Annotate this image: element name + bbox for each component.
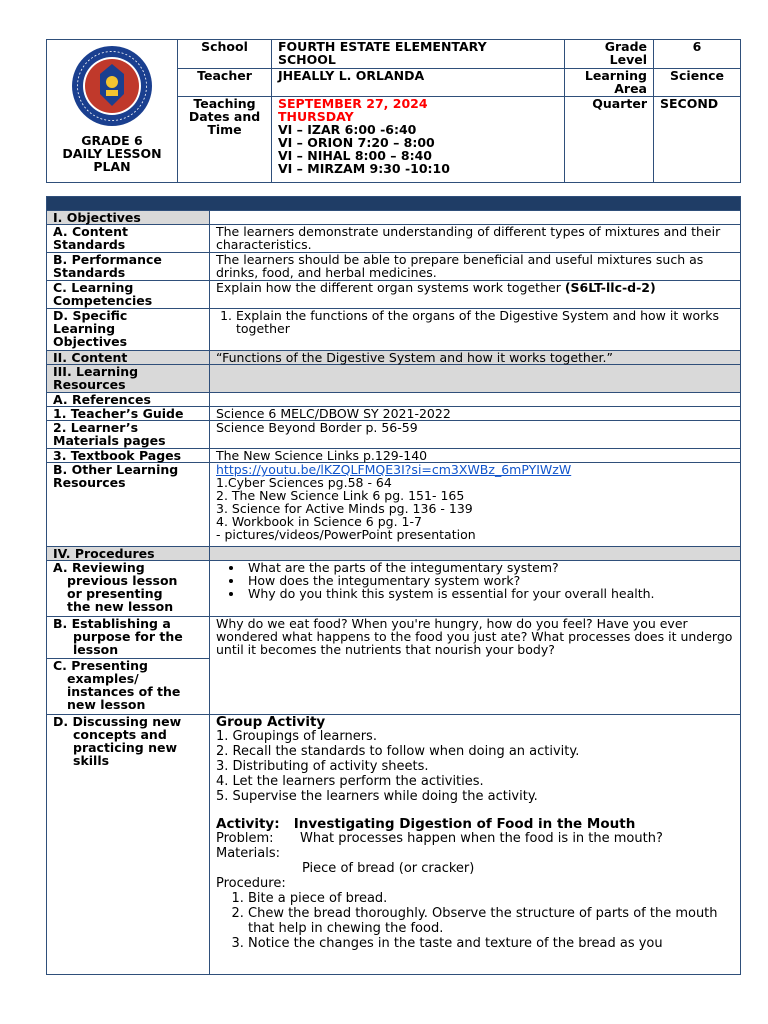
list-item: 2. Recall the standards to follow when doing an activity.: [216, 744, 580, 759]
competencies-text: Explain how the different organ systems work together (S6LT-llc-d-2): [210, 281, 741, 309]
learners-materials-label: 2. Learner’s Materials pages: [47, 421, 210, 449]
reviewing-text: [210, 561, 741, 617]
competencies-label: C. Learning Competencies: [47, 281, 210, 309]
learners-materials-text: Science Beyond Border p. 56-59: [210, 421, 741, 449]
competency-code: (S6LT-llc-d-2): [564, 280, 656, 295]
other-resources-label: B. Other Learning Resources: [47, 463, 210, 547]
section-schedule: VI – ORION 7:20 – 8:00: [278, 135, 435, 150]
references-label: A. References: [47, 393, 210, 407]
grade-label: Grade Level: [565, 40, 654, 69]
reviewing-label: A. Reviewing previous lesson or presenting the new lesson: [47, 561, 210, 617]
grade-value: 6: [654, 40, 741, 69]
references-empty: [210, 393, 741, 407]
specific-objectives-label: D. Specific Learning Objectives: [47, 309, 210, 351]
procedure-steps: [216, 891, 734, 951]
day-line: THURSDAY: [278, 109, 354, 124]
list-item: 1. Bite a piece of bread.: [248, 891, 734, 906]
list-item: 1. Explain the functions of the organs of the Digestive System and how it works together: [236, 309, 734, 335]
presenting-examples-label: C. Presenting examples/ instances of the new lesson: [47, 659, 210, 715]
dates-value: [272, 97, 565, 183]
list-item: 1.Cyber Sciences pg.58 - 64: [216, 475, 392, 490]
procedures-heading: IV. Procedures: [47, 547, 210, 561]
learning-resources-heading: III. Learning Resources: [47, 365, 210, 393]
objectives-empty: [210, 211, 741, 225]
list-item: 3. Science for Active Minds pg. 136 - 139: [216, 501, 473, 516]
teacher-label: Teacher: [178, 69, 272, 97]
content-text: “Functions of the Digestive System and how it works together.”: [210, 351, 741, 365]
plan-title-line2: DAILY LESSON: [62, 146, 162, 161]
area-label: Learning Area: [565, 69, 654, 97]
table-header-bar: [47, 197, 741, 211]
establishing-purpose-label: B. Establishing a purpose for the lesson: [47, 617, 210, 659]
procedure-label: Procedure:: [216, 876, 286, 891]
group-activity-heading: Group Activity: [216, 714, 326, 730]
content-heading: II. Content: [47, 351, 210, 365]
learning-resources-empty: [210, 365, 741, 393]
date-line: SEPTEMBER 27, 2024: [278, 96, 428, 111]
section-schedule: VI – MIRZAM 9:30 -10:10: [278, 161, 450, 176]
list-item: 3. Notice the changes in the taste and texture of the bread as you: [248, 936, 734, 951]
materials-label: Materials:: [216, 846, 280, 861]
performance-standards-label: B. Performance Standards: [47, 253, 210, 281]
quarter-label: Quarter: [565, 97, 654, 183]
discussing-concepts-label: D. Discussing new concepts and practicing new skills: [47, 715, 210, 975]
area-value: Science: [654, 69, 741, 97]
plan-title-line1: GRADE 6: [81, 133, 143, 148]
teacher-value: JHEALLY L. ORLANDA: [272, 69, 565, 97]
deped-seal-logo: [70, 44, 154, 128]
materials-text: Piece of bread (or cracker): [302, 861, 475, 876]
quarter-value: SECOND: [654, 97, 741, 183]
list-item: 4. Workbook in Science 6 pg. 1-7: [216, 514, 422, 529]
list-item: 1. Groupings of learners.: [216, 729, 377, 744]
textbook-pages-label: 3. Textbook Pages: [47, 449, 210, 463]
youtube-link[interactable]: https://youtu.be/lKZQLFMQE3I?si=cm3XWBz_6mPYIWzW: [216, 462, 572, 477]
lesson-plan-table: [46, 196, 741, 975]
textbook-pages-text: The New Science Links p.129-140: [210, 449, 741, 463]
objectives-heading: I. Objectives: [47, 211, 210, 225]
activity-title: Activity: Investigating Digestion of Food in the Mouth: [216, 816, 636, 832]
list-item: 4. Let the learners perform the activities.: [216, 774, 484, 789]
school-label: School: [178, 40, 272, 69]
school-value: FOURTH ESTATE ELEMENTARY SCHOOL: [272, 40, 565, 69]
specific-objectives-text: [210, 309, 741, 351]
list-item: 2. Chew the bread thoroughly. Observe the structure of parts of the mouth that help in chewing the food.: [248, 906, 734, 936]
teachers-guide-text: Science 6 MELC/DBOW SY 2021-2022: [210, 407, 741, 421]
list-item: - pictures/videos/PowerPoint presentation: [216, 527, 476, 542]
establishing-purpose-text: Why do we eat food? When you're hungry, how do you feel? Have you ever wondered what happens to the food you just ate? What processes does it undergo until it becomes the nutrients that nourish your body?: [210, 617, 741, 715]
teachers-guide-label: 1. Teacher’s Guide: [47, 407, 210, 421]
header-table: [46, 39, 741, 183]
list-item: 5. Supervise the learners while doing the activity.: [216, 789, 538, 804]
list-item: 2. The New Science Link 6 pg. 151- 165: [216, 488, 465, 503]
section-schedule: VI – NIHAL 8:00 – 8:40: [278, 148, 432, 163]
procedures-empty: [210, 547, 741, 561]
dates-label: Teaching Dates and Time: [178, 97, 272, 183]
section-schedule: VI – IZAR 6:00 -6:40: [278, 122, 417, 137]
plan-title-cell: [47, 40, 178, 183]
list-item: • Why do you think this system is essential for your overall health.: [244, 587, 734, 600]
list-item: 3. Distributing of activity sheets.: [216, 759, 429, 774]
problem-line: Problem: What processes happen when the food is in the mouth?: [216, 831, 663, 846]
plan-title-line3: PLAN: [93, 159, 131, 174]
content-standards-label: A. Content Standards: [47, 225, 210, 253]
list-item: • What are the parts of the integumentary system?: [244, 561, 734, 574]
discussing-concepts-text: [210, 715, 741, 975]
other-resources-text: [210, 463, 741, 547]
performance-standards-text: The learners should be able to prepare beneficial and useful mixtures such as drinks, food, and herbal medicines.: [210, 253, 741, 281]
content-standards-text: The learners demonstrate understanding of different types of mixtures and their characteristics.: [210, 225, 741, 253]
list-item: • How does the integumentary system work?: [244, 574, 734, 587]
